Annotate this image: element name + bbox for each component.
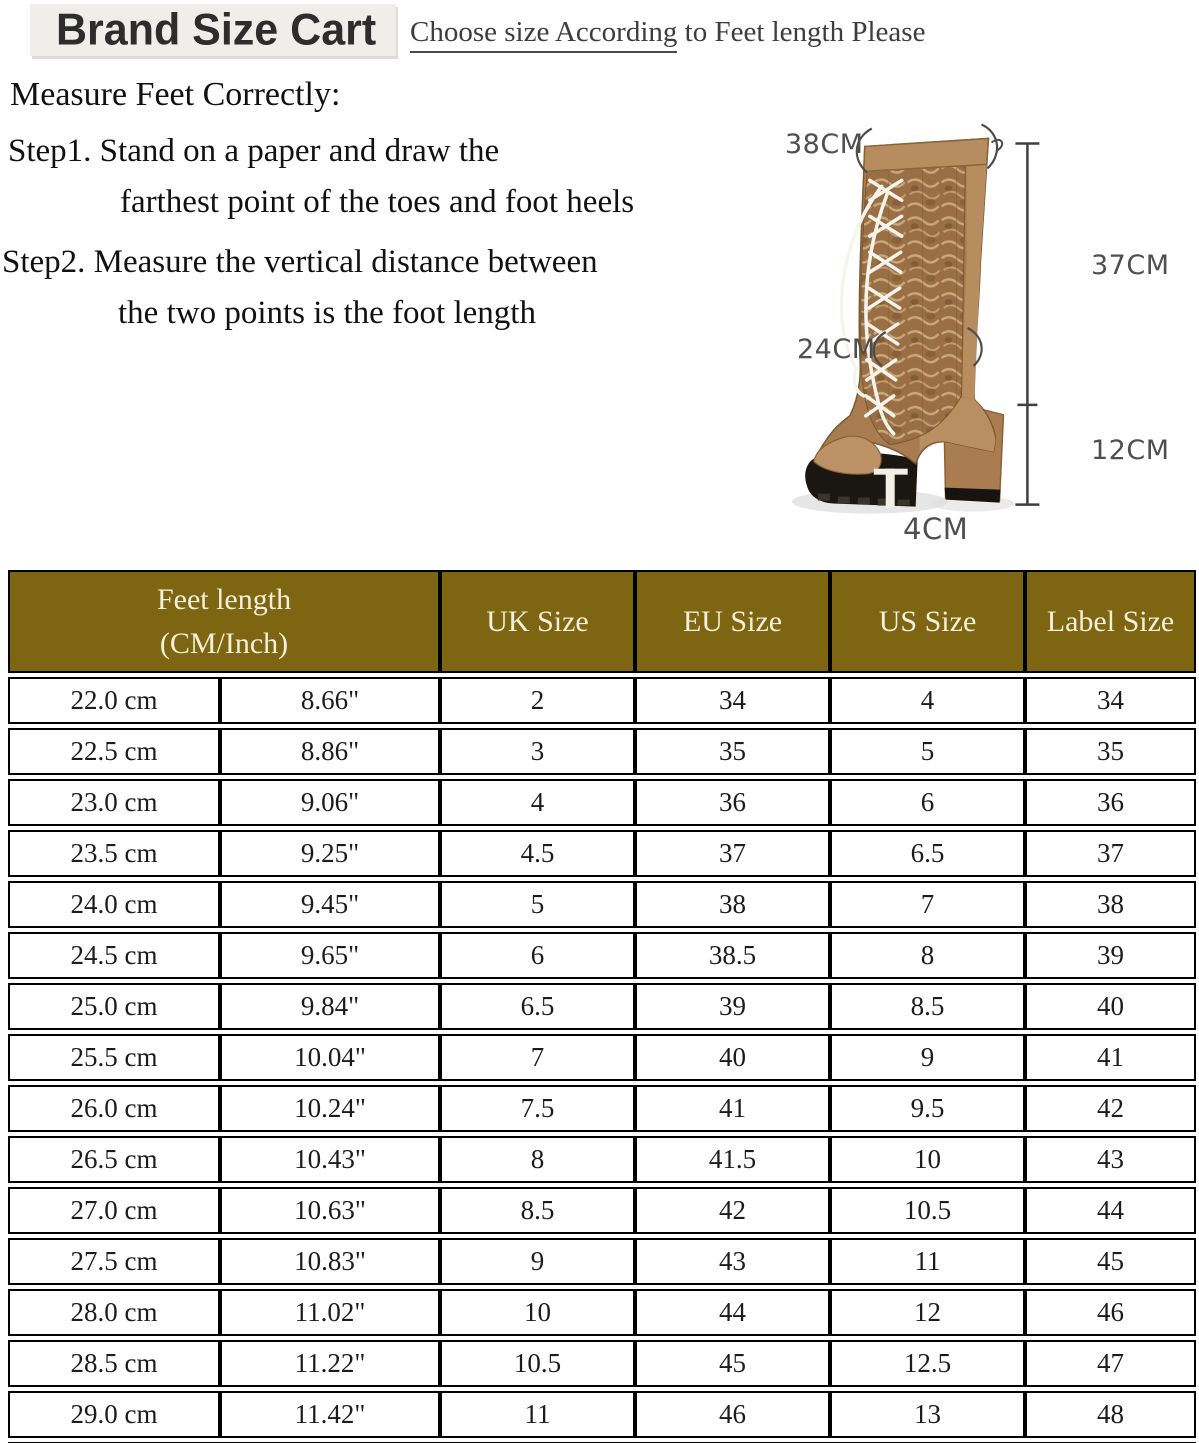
size-cell: 9 [830,1034,1025,1081]
table-row [8,1289,1196,1336]
size-cell: 46 [635,1391,830,1438]
header-eu-size: EU Size [635,570,830,673]
size-cell: 23.5 cm [8,830,220,877]
size-cell: 36 [1025,779,1196,826]
size-cell: 11.02" [220,1289,440,1336]
size-cell: 2 [440,677,635,724]
size-cell: 10.5 [830,1187,1025,1234]
table-row [8,1391,1196,1438]
size-cell: 37 [1025,830,1196,877]
size-cell: 9.45" [220,881,440,928]
size-cell: 10.04" [220,1034,440,1081]
size-cell: 13 [830,1391,1025,1438]
size-cell: 11 [830,1238,1025,1285]
size-table-header-row [8,570,1196,673]
step2-line2: the two points is the foot length [118,295,536,331]
table-row [8,830,1196,877]
size-cell: 9.65" [220,932,440,979]
size-cell: 29.0 cm [8,1391,220,1438]
size-cell: 12.5 [830,1340,1025,1387]
size-cell: 39 [1025,932,1196,979]
table-row [8,1340,1196,1387]
step1-line1: Step1. Stand on a paper and draw the [8,133,500,169]
size-cell: 8.5 [440,1187,635,1234]
size-cell: 4.5 [440,830,635,877]
table-row [8,1187,1196,1234]
size-cell: 9 [440,1238,635,1285]
size-cell: 40 [635,1034,830,1081]
size-table [8,566,1196,1443]
size-cell: 46 [1025,1289,1196,1336]
size-cell: 8 [440,1136,635,1183]
size-cell: 45 [635,1340,830,1387]
subtitle-rest: to Feet length Please [677,16,926,48]
table-row [8,1238,1196,1285]
size-cell: 23.0 cm [8,779,220,826]
subtitle-underlined: Choose size According [410,16,677,53]
header-uk-size: UK Size [440,570,635,673]
size-cell: 34 [635,677,830,724]
size-cell: 26.5 cm [8,1136,220,1183]
size-cell: 44 [1025,1187,1196,1234]
instructions-heading: Measure Feet Correctly: [10,76,341,113]
size-cell: 4 [830,677,1025,724]
header-feet-length-line1: Feet length [156,582,292,616]
size-cell: 22.0 cm [8,677,220,724]
table-row [8,1085,1196,1132]
size-cell: 10.43" [220,1136,440,1183]
size-cell: 38 [1025,881,1196,928]
dimension-line [1015,143,1039,504]
size-cell: 12 [830,1289,1025,1336]
size-cell: 6.5 [440,983,635,1030]
size-cell: 35 [1025,728,1196,775]
size-table-body [8,677,1196,1443]
page-title: Brand Size Cart [56,4,377,55]
size-cell: 42 [1025,1085,1196,1132]
subtitle [410,16,925,49]
header-label-size: Label Size [1025,570,1196,673]
size-cell: 6 [830,779,1025,826]
size-cell: 6 [440,932,635,979]
label-heel-height: 12CM [1091,435,1170,466]
size-cell: 3 [440,728,635,775]
size-cell: 9.84" [220,983,440,1030]
size-cell: 22.5 cm [8,728,220,775]
size-cell: 26.0 cm [8,1085,220,1132]
size-cell: 38.5 [635,932,830,979]
label-platform-height: 4CM [903,512,969,546]
size-cell: 42 [635,1187,830,1234]
label-ankle-circumference: 24CM [797,334,876,365]
size-cell: 4 [440,779,635,826]
size-cell: 24.0 cm [8,881,220,928]
size-cell: 28.0 cm [8,1289,220,1336]
header-feet-length-line2: (CM/Inch) [159,626,289,660]
size-cell: 24.5 cm [8,932,220,979]
header-us-size: US Size [830,570,1025,673]
size-cell: 11 [440,1391,635,1438]
size-cell: 7 [440,1034,635,1081]
size-cell: 6.5 [830,830,1025,877]
size-cell: 43 [1025,1136,1196,1183]
size-cell: 8.5 [830,983,1025,1030]
size-cell: 9.06" [220,779,440,826]
step1-line2: farthest point of the toes and foot heels [120,184,635,220]
size-cell: 41 [635,1085,830,1132]
size-cell: 8.86" [220,728,440,775]
size-cell: 25.0 cm [8,983,220,1030]
step2-line1: Step2. Measure the vertical distance between [2,244,598,280]
boot-measurement-figure [770,100,1199,570]
size-cell: 41 [1025,1034,1196,1081]
size-cell: 34 [1025,677,1196,724]
size-cell: 38 [635,881,830,928]
size-cell: 10.83" [220,1238,440,1285]
size-cell: 10.24" [220,1085,440,1132]
table-row [8,1034,1196,1081]
label-top-circumference: 38CM [785,129,864,160]
size-cell: 8.66" [220,677,440,724]
size-cell: 27.5 cm [8,1238,220,1285]
size-cell: 25.5 cm [8,1034,220,1081]
size-cell: 35 [635,728,830,775]
size-cell: 10 [440,1289,635,1336]
size-cell: 5 [440,881,635,928]
table-row [8,983,1196,1030]
header-feet-length [8,570,440,673]
size-cell: 9.5 [830,1085,1025,1132]
size-cell: 48 [1025,1391,1196,1438]
size-cell: 5 [830,728,1025,775]
size-cell: 10.63" [220,1187,440,1234]
size-cell: 9.25" [220,830,440,877]
table-row [8,881,1196,928]
size-cell: 39 [635,983,830,1030]
size-cell: 41.5 [635,1136,830,1183]
size-cell: 36 [635,779,830,826]
table-row [8,932,1196,979]
table-row [8,779,1196,826]
size-cell: 7 [830,881,1025,928]
size-cell: 44 [635,1289,830,1336]
size-cell: 40 [1025,983,1196,1030]
label-shaft-height: 37CM [1091,250,1170,281]
size-cell: 37 [635,830,830,877]
brand-banner [30,4,396,56]
size-cell: 11.22" [220,1340,440,1387]
size-cell: 11.42" [220,1391,440,1438]
size-cell: 10 [830,1136,1025,1183]
size-cell: 47 [1025,1340,1196,1387]
size-cell: 8 [830,932,1025,979]
size-cell: 43 [635,1238,830,1285]
table-row [8,677,1196,724]
size-cell: 7.5 [440,1085,635,1132]
size-cell: 45 [1025,1238,1196,1285]
size-cell: 28.5 cm [8,1340,220,1387]
size-cell: 10.5 [440,1340,635,1387]
size-cell: 27.0 cm [8,1187,220,1234]
table-row [8,728,1196,775]
table-row [8,1136,1196,1183]
